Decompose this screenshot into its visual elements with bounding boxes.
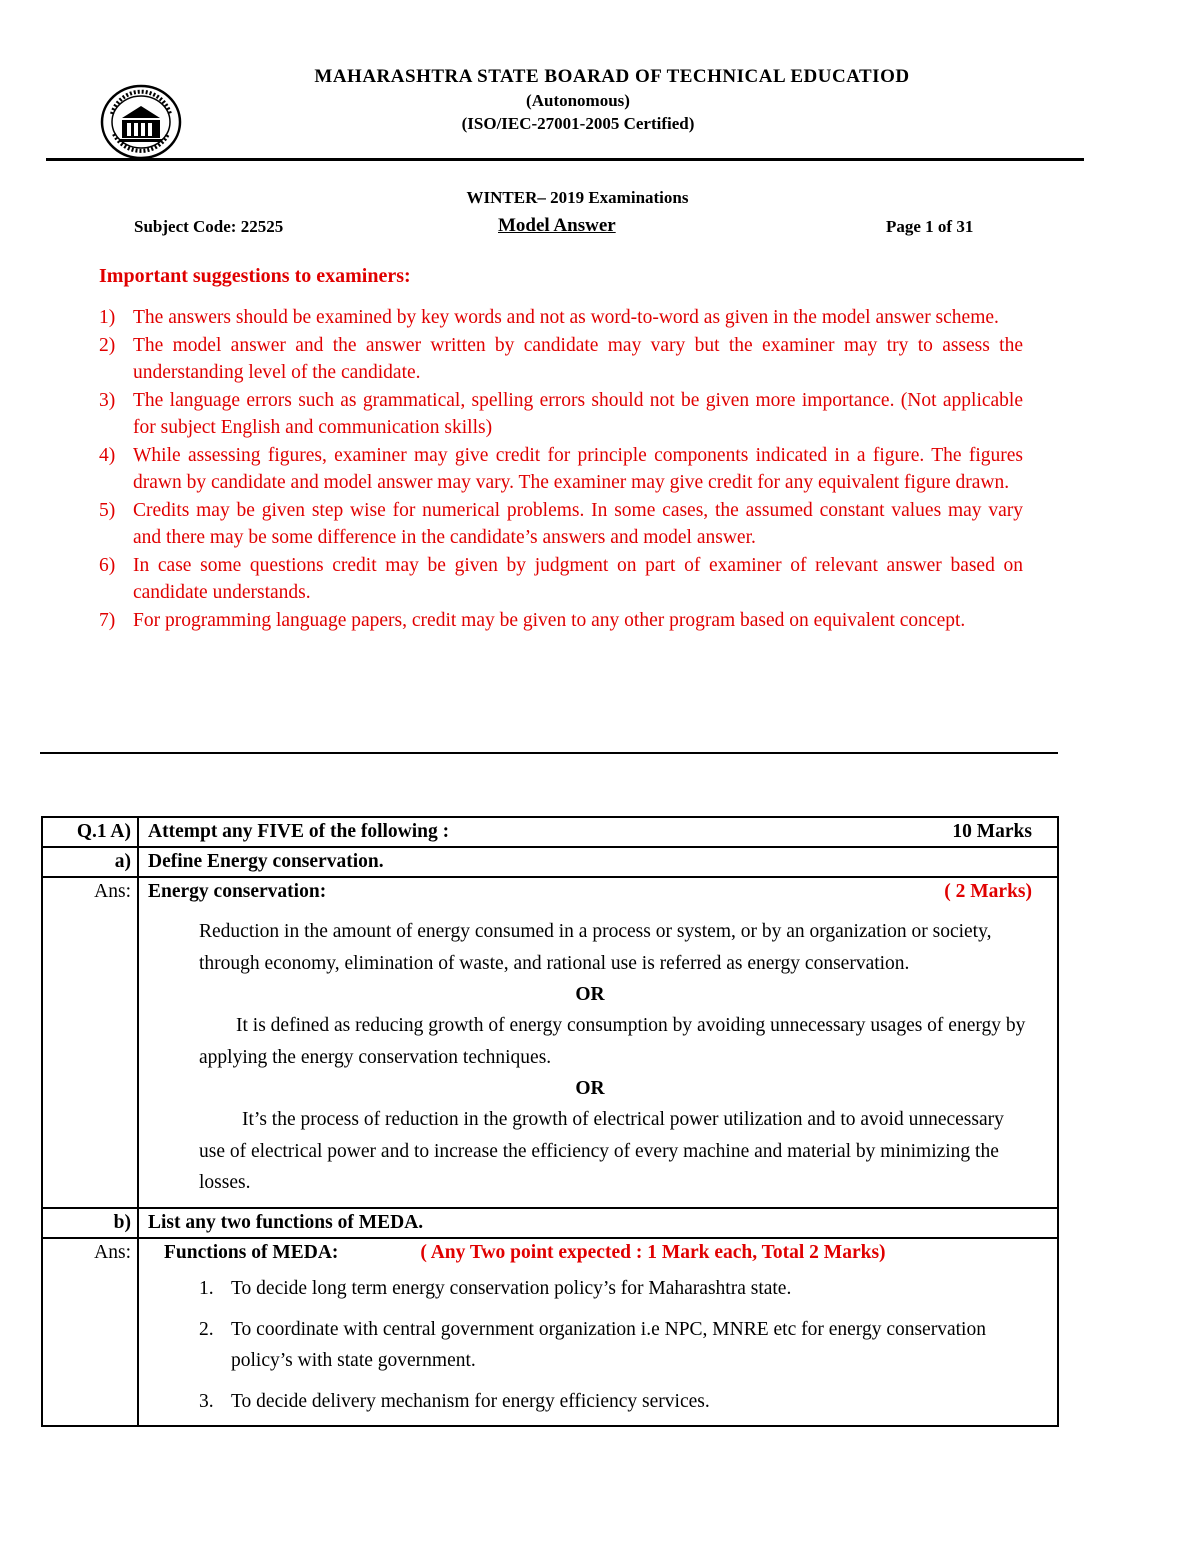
table-row (42, 847, 1058, 877)
question-label: Q.1 A) (42, 817, 138, 847)
suggestion-item (99, 387, 1023, 442)
list-item (199, 1273, 1032, 1304)
list-text: To coordinate with central government organization i.e NPC, MNRE etc for energy conservation policy’s with state government. (231, 1318, 986, 1371)
suggestion-item (99, 304, 1023, 332)
header-divider (46, 158, 1084, 161)
list-item (199, 1314, 1032, 1376)
list-item (199, 1386, 1032, 1417)
suggestions-list (99, 304, 1023, 634)
suggestion-text: While assessing figures, examiner may give credit for principle components indicated in a figure. The figures drawn by candidate and model answer may vary. The examiner may give credit for any equivalent figure drawn. (133, 444, 1023, 493)
answer-marks: ( 2 Marks) (944, 881, 1032, 902)
suggestion-number: 5) (99, 499, 116, 521)
list-number: 1. (199, 1277, 214, 1299)
suggestion-item (99, 552, 1023, 607)
subquestion-label: a) (42, 847, 138, 877)
answer-paragraph: It is defined as reducing growth of energy consumption by avoiding unnecessary usages of energy by applying the energy conservation techniques. (199, 1015, 1026, 1068)
suggestion-item (99, 497, 1023, 552)
suggestion-text: For programming language papers, credit may be given to any other program based on equivalent concept. (133, 609, 966, 631)
board-name: MAHARASHTRA STATE BOARAD OF TECHNICAL EDUCATIOD (314, 66, 910, 87)
list-text: To decide delivery mechanism for energy efficiency services. (231, 1390, 710, 1412)
or-separator: OR (575, 1078, 605, 1099)
suggestion-text: Credits may be given step wise for numerical problems. In some cases, the assumed constant values may vary and there may be some difference in the candidate’s answers and model answer. (133, 499, 1023, 548)
list-number: 2. (199, 1318, 214, 1340)
suggestion-item (99, 332, 1023, 387)
answer-paragraph: Reduction in the amount of energy consumed in a process or system, or by an organization or society, through economy, elimination of waste, and rational use is referred as energy conservation. (199, 921, 992, 974)
page-number: Page 1 of 31 (886, 217, 974, 236)
suggestion-text: The model answer and the answer written by candidate may vary but the examiner may try to assess the understanding level of the candidate. (133, 334, 1023, 383)
suggestion-item (99, 442, 1023, 497)
answer-paragraph: It’s the process of reduction in the growth of electrical power utilization and to avoid unnecessary use of electrical power and to increase the efficiency of every machine and material by minimizing the losses. (199, 1109, 1004, 1193)
suggestion-number: 7) (99, 609, 116, 631)
answer-cell (138, 1238, 1058, 1426)
suggestion-number: 3) (99, 389, 116, 411)
subject-code: Subject Code: 22525 (134, 217, 284, 236)
question-marks: 10 Marks (952, 821, 1032, 842)
table-row (42, 877, 1058, 1208)
subquestion-label: b) (42, 1208, 138, 1238)
qa-table (41, 816, 1059, 1427)
suggestion-number: 2) (99, 334, 116, 356)
functions-list (148, 1273, 1032, 1417)
suggestions-title: Important suggestions to examiners: (99, 265, 411, 287)
answer-cell (138, 877, 1058, 1208)
subquestion-text: Define Energy conservation. (138, 847, 1058, 877)
table-row (42, 1238, 1058, 1426)
exam-title: WINTER– 2019 Examinations (466, 188, 689, 207)
iso-certification: (ISO/IEC-27001-2005 Certified) (461, 114, 695, 133)
model-answer-heading: Model Answer (498, 215, 616, 236)
answer-label: Ans: (42, 877, 138, 1208)
answer-label: Ans: (42, 1238, 138, 1426)
suggestion-text: The language errors such as grammatical, spelling errors should not be given more importance. (Not applicable for subject English and communication skills) (133, 389, 1023, 438)
suggestion-text: The answers should be examined by key words and not as word-to-word as given in the model answer scheme. (133, 307, 999, 328)
list-text: To decide long term energy conservation policy’s for Maharashtra state. (231, 1277, 792, 1299)
section-divider (40, 752, 1058, 754)
answer-heading: Functions of MEDA: (164, 1241, 339, 1263)
or-separator: OR (575, 984, 605, 1005)
question-text: Attempt any FIVE of the following : (148, 821, 450, 842)
answer-marks: ( Any Two point expected : 1 Mark each, Total 2 Marks) (420, 1241, 886, 1263)
suggestion-item (99, 607, 1023, 635)
suggestion-number: 1) (99, 307, 116, 328)
answer-heading: Energy conservation: (148, 881, 327, 902)
question-cell (138, 817, 1058, 847)
subquestion-text: List any two functions of MEDA. (138, 1208, 1058, 1238)
table-row (42, 1208, 1058, 1238)
suggestion-text: In case some questions credit may be given by judgment on part of examiner of relevant answer based on candidate understands. (133, 554, 1023, 603)
table-row (42, 817, 1058, 847)
suggestion-number: 4) (99, 444, 116, 466)
autonomous-label: (Autonomous) (526, 91, 630, 110)
suggestion-number: 6) (99, 554, 116, 576)
list-number: 3. (199, 1390, 214, 1412)
